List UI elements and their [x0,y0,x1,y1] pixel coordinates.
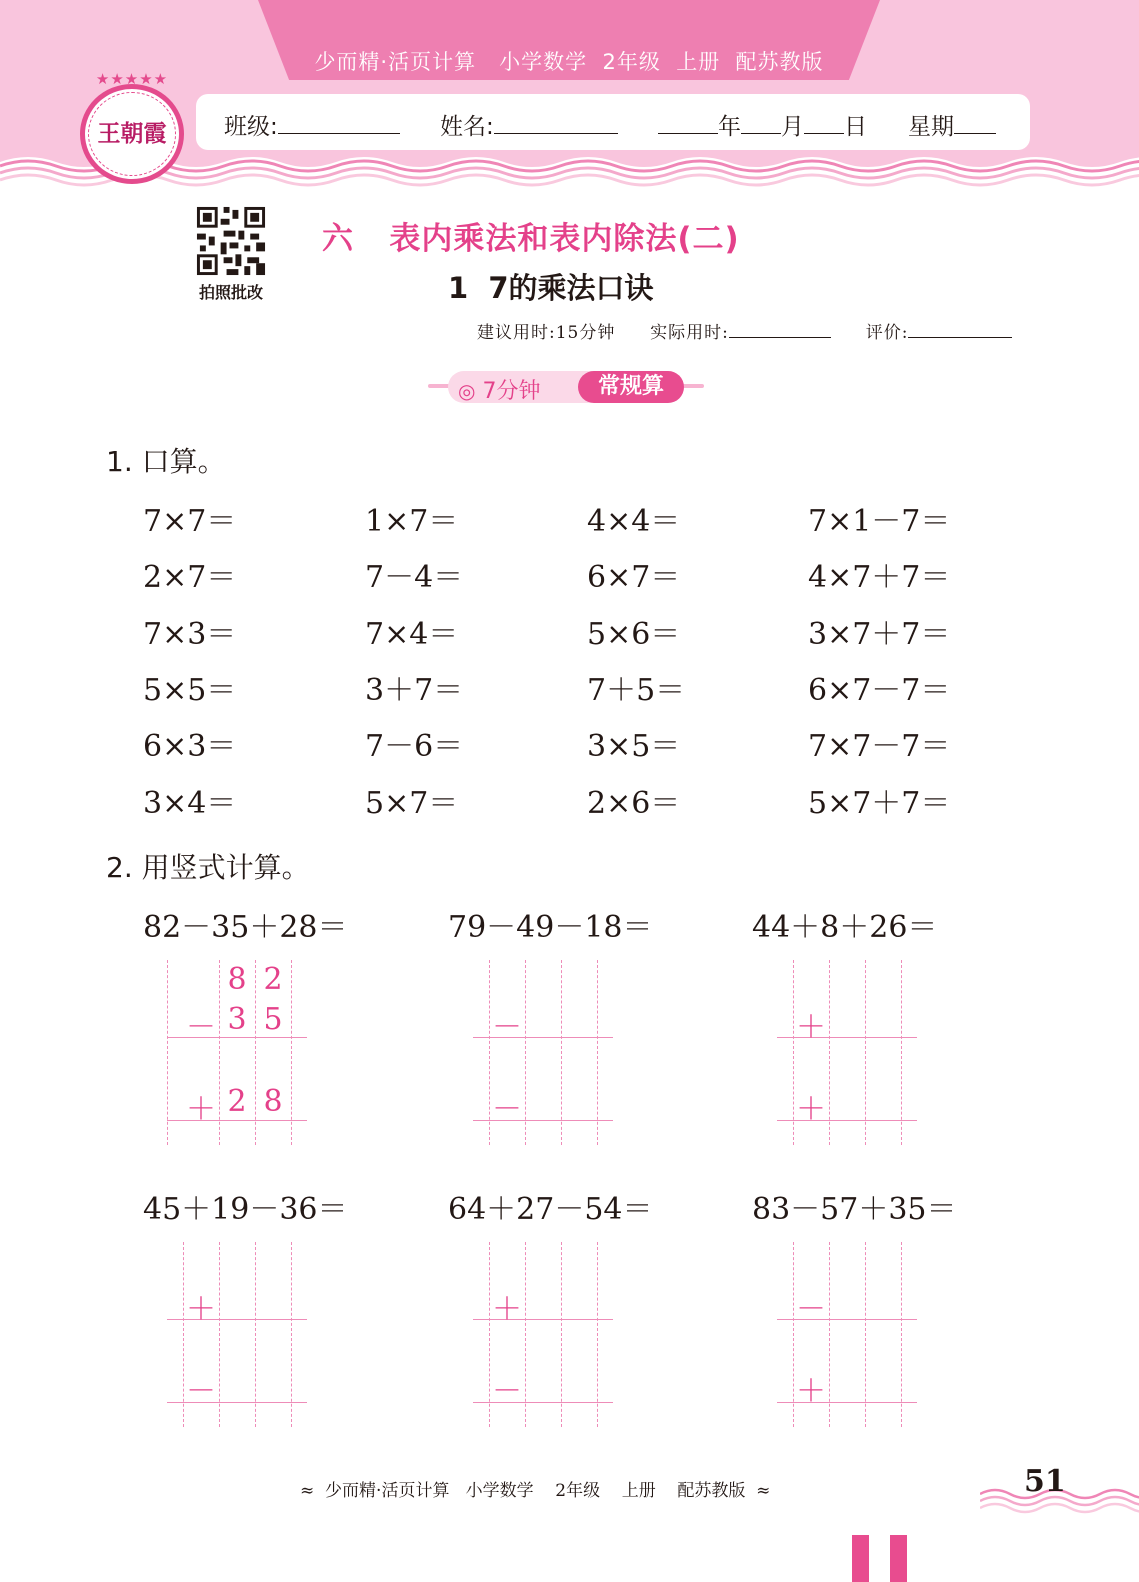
weekday-label: 星期 [908,114,954,140]
oral-item: 6×3＝ [143,729,237,764]
oral-item: 7×7－7＝ [808,729,951,764]
q1-title: 1. 口算。 [106,445,226,478]
qr-code-icon[interactable] [192,204,270,278]
oral-item: 5×7＝ [365,786,459,821]
name-label: 姓名: [440,114,494,140]
rating-label: 评价: [865,323,909,343]
edge-tab-marker [852,1535,869,1582]
name-field[interactable] [440,108,618,141]
day-label: 日 [844,114,867,140]
operator: ＋ [796,1092,826,1127]
page-number: 51 [1024,1464,1066,1499]
oral-item: 2×7＝ [143,560,237,595]
qr-label: 拍照批改 [198,283,263,302]
series-title: 少而精·活页计算 小学数学 2年级 上册 配苏教版 [314,50,824,74]
column-calc-grid[interactable] [473,960,613,1145]
digit: 2 [263,962,283,997]
actual-time-label: 实际用时: [650,323,729,343]
badge-tag: 常规算 [578,371,684,403]
oral-item: 5×7＋7＝ [808,786,951,821]
oral-item: 3＋7＝ [365,673,464,708]
column-calc-grid[interactable] [167,960,307,1145]
timing-line [477,318,1012,343]
lesson-title: 1 7的乘法口诀 [448,271,654,305]
oral-item: 3×7＋7＝ [808,617,951,652]
column-calc-grid[interactable] [167,1242,307,1427]
operator: － [492,1010,522,1045]
column-calc-expression: 44＋8＋26＝ [752,910,938,945]
medal-icon: ◎ [458,379,476,403]
oral-item: 2×6＝ [587,786,681,821]
digit: 2 [227,1084,247,1119]
digit: 8 [227,962,247,997]
class-blank[interactable] [278,111,400,134]
operator: ＋ [796,1010,826,1045]
operator: － [186,1374,216,1409]
digit: 5 [263,1002,283,1037]
operator: － [796,1292,826,1327]
column-calc-expression: 79－49－18＝ [448,910,653,945]
oral-item: 7×4＝ [365,617,459,652]
weekday-field[interactable] [908,108,996,141]
footer-text: ≈ 少而精·活页计算 小学数学 2年级 上册 配苏教版 ≈ [300,1481,771,1501]
year-label: 年 [718,114,741,140]
digit: 8 [263,1084,283,1119]
oral-item: 7＋5＝ [587,673,686,708]
name-blank[interactable] [494,111,618,134]
oral-item: 7×1－7＝ [808,504,951,539]
rating-blank[interactable] [908,320,1012,338]
badge-time-text: 7分钟 [482,379,541,404]
edge-tab-marker [890,1535,907,1582]
operator: － [492,1374,522,1409]
operator: － [492,1092,522,1127]
operator: － [186,1010,216,1045]
suggested-time: 建议用时:15分钟 [477,323,616,343]
oral-item: 7×3＝ [143,617,237,652]
operator: ＋ [796,1374,826,1409]
oral-item: 7－6＝ [365,729,464,764]
oral-item: 4×4＝ [587,504,681,539]
oral-item: 5×5＝ [143,673,237,708]
month-label: 月 [781,114,804,140]
oral-item: 6×7＝ [587,560,681,595]
oral-item: 3×5＝ [587,729,681,764]
column-calc-expression: 82－35＋28＝ [143,910,348,945]
oral-item: 4×7＋7＝ [808,560,951,595]
date-field[interactable] [658,108,867,141]
badge-time [458,374,540,405]
operator: ＋ [186,1292,216,1327]
operator: ＋ [492,1292,522,1327]
class-label: 班级: [224,114,278,140]
column-calc-expression: 45＋19－36＝ [143,1192,348,1227]
oral-item: 7－4＝ [365,560,464,595]
q2-title: 2. 用竖式计算。 [106,851,310,884]
actual-time-blank[interactable] [729,320,831,338]
month-blank[interactable] [741,111,781,134]
class-field[interactable] [224,108,400,141]
column-calc-grid[interactable] [777,960,917,1145]
oral-item: 3×4＝ [143,786,237,821]
logo-stars-icon: ★★★★★ [95,70,169,88]
oral-item: 1×7＝ [365,504,459,539]
column-calc-expression: 83－57＋35＝ [752,1192,957,1227]
chapter-title: 六 表内乘法和表内除法(二) [322,221,740,257]
logo-text: 王朝霞 [97,120,167,147]
column-calc-expression: 64＋27－54＝ [448,1192,653,1227]
operator: ＋ [186,1092,216,1127]
oral-item: 6×7－7＝ [808,673,951,708]
column-calc-grid[interactable] [777,1242,917,1427]
digit: 3 [227,1002,247,1037]
day-blank[interactable] [804,111,844,134]
year-blank[interactable] [658,111,718,134]
column-calc-grid[interactable] [473,1242,613,1427]
oral-item: 7×7＝ [143,504,237,539]
oral-item: 5×6＝ [587,617,681,652]
weekday-blank[interactable] [954,111,996,134]
